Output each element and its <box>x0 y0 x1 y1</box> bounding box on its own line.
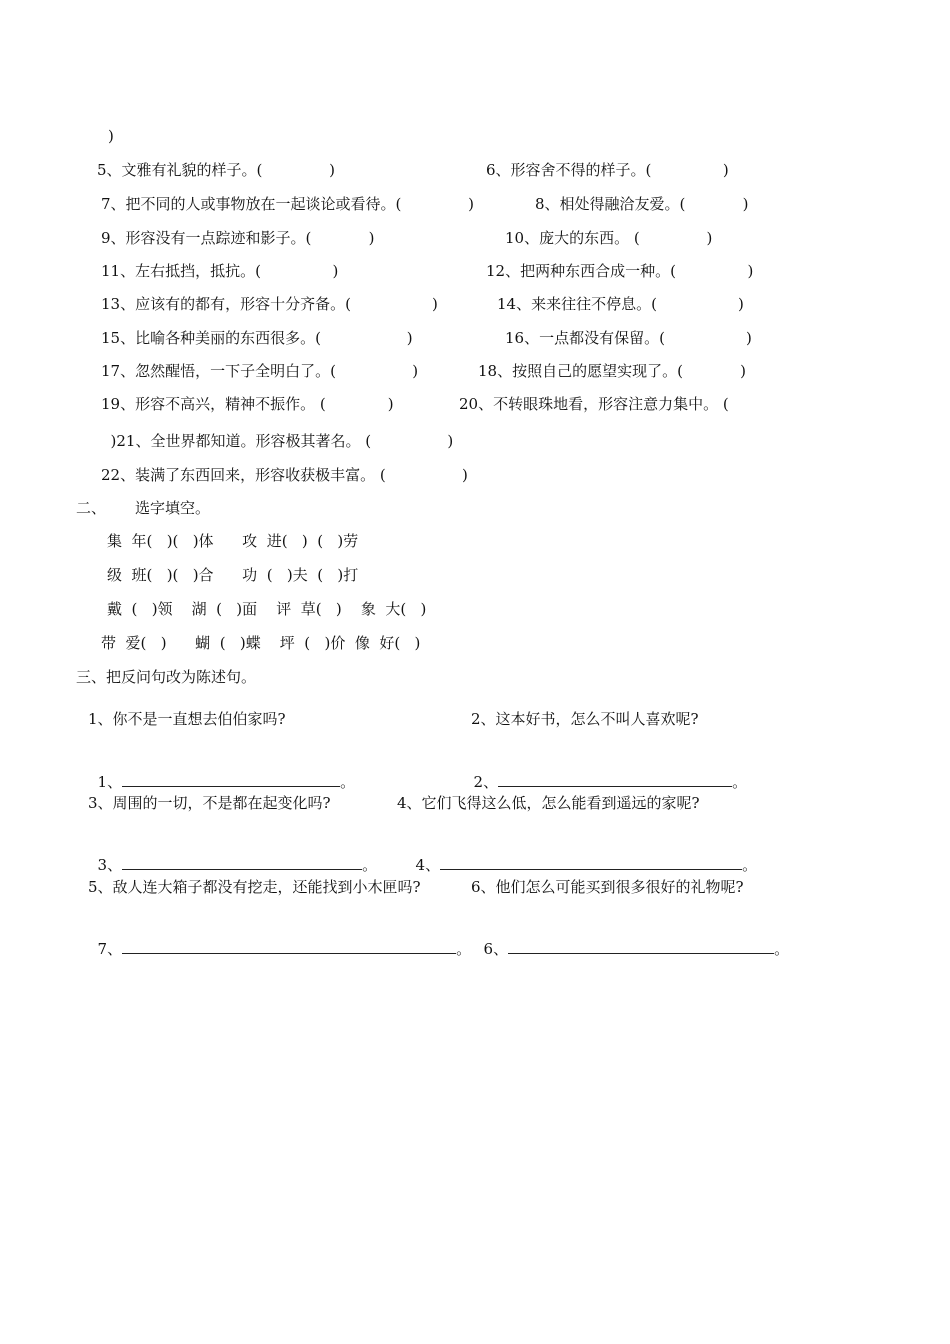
answer-end: 。 <box>362 856 378 874</box>
carry-over-paren: ) <box>108 127 114 145</box>
item-15: 15、比喻各种美丽的东西很多。( ) <box>101 329 413 347</box>
answer-blank[interactable] <box>122 855 362 870</box>
question-6: 6、他们怎么可能买到很多很好的礼物呢? <box>471 878 744 896</box>
answer-label: 7、 <box>97 940 123 958</box>
item-13: 13、应该有的都有，形容十分齐备。( ) <box>101 295 438 313</box>
item-21: )21、全世界都知道。形容极其著名。 ( ) <box>101 432 454 450</box>
item-14: 14、来来往往不停息。( ) <box>497 295 744 313</box>
answer-label: 1、 <box>97 773 123 791</box>
answer-end: 。 <box>340 773 356 791</box>
answer-blank[interactable] <box>508 939 774 954</box>
item-20: 20、不转眼珠地看，形容注意力集中。 ( <box>459 395 729 413</box>
item-18: 18、按照自己的愿望实现了。( ) <box>478 362 747 380</box>
char-row-1: 集 年( )( )体 攻 进( ) ( )劳 <box>107 532 359 550</box>
answer-end: 。 <box>774 940 790 958</box>
item-22: 22、装满了东西回来，形容收获极丰富。 ( ) <box>101 466 468 484</box>
item-9: 9、形容没有一点踪迹和影子。( ) <box>101 229 375 247</box>
answer-end: 。 <box>742 856 758 874</box>
item-7: 7、把不同的人或事物放在一起谈论或看待。( ) <box>101 195 475 213</box>
answer-line-1[interactable] <box>88 752 355 792</box>
item-10: 10、庞大的东西。 ( ) <box>505 229 713 247</box>
answer-end: 。 <box>456 940 472 958</box>
question-4: 4、它们飞得这么低，怎么能看到遥远的家呢? <box>397 794 700 812</box>
item-11: 11、左右抵挡，抵抗。( ) <box>101 262 339 280</box>
item-8: 8、相处得融洽友爱。( ) <box>535 195 749 213</box>
answer-blank[interactable] <box>122 939 456 954</box>
item-6: 6、形容舍不得的样子。( ) <box>486 161 729 179</box>
answer-blank[interactable] <box>498 772 732 787</box>
answer-label: 2、 <box>473 773 499 791</box>
answer-end: 。 <box>732 773 748 791</box>
question-1: 1、你不是一直想去伯伯家吗? <box>88 710 286 728</box>
answer-line-6[interactable] <box>474 919 789 959</box>
answer-label: 4、 <box>415 856 441 874</box>
section2-heading: 选字填空。 <box>135 499 211 517</box>
section2-heading-num: 二、 <box>76 499 107 517</box>
item-12: 12、把两种东西合成一种。( ) <box>486 262 754 280</box>
section3-heading: 三、把反问句改为陈述句。 <box>76 668 257 686</box>
question-3: 3、周围的一切，不是都在起变化吗? <box>88 794 331 812</box>
answer-line-3[interactable] <box>88 835 377 875</box>
question-5: 5、敌人连大箱子都没有挖走，还能找到小木匣吗? <box>88 878 421 896</box>
question-2: 2、这本好书，怎么不叫人喜欢呢? <box>471 710 699 728</box>
item-19: 19、形容不高兴，精神不振作。 ( ) <box>101 395 394 413</box>
answer-blank[interactable] <box>440 855 742 870</box>
answer-line-5[interactable] <box>88 919 471 959</box>
answer-blank[interactable] <box>122 772 340 787</box>
answer-label: 6、 <box>483 940 509 958</box>
answer-label: 3、 <box>97 856 123 874</box>
char-row-4: 带 爱( ) 蝴 ( )蝶 坪 ( )价 像 好( ) <box>101 634 421 652</box>
answer-line-2[interactable] <box>464 752 747 792</box>
item-5: 5、文雅有礼貌的样子。( ) <box>97 161 336 179</box>
answer-line-4[interactable] <box>406 835 757 875</box>
item-16: 16、一点都没有保留。( ) <box>505 329 752 347</box>
char-row-3: 戴 ( )领 湖 ( )面 评 草( ) 象 大( ) <box>107 600 427 618</box>
item-17: 17、忽然醒悟，一下子全明白了。( ) <box>101 362 419 380</box>
char-row-2: 级 班( )( )合 功 ( )夫 ( )打 <box>107 566 359 584</box>
